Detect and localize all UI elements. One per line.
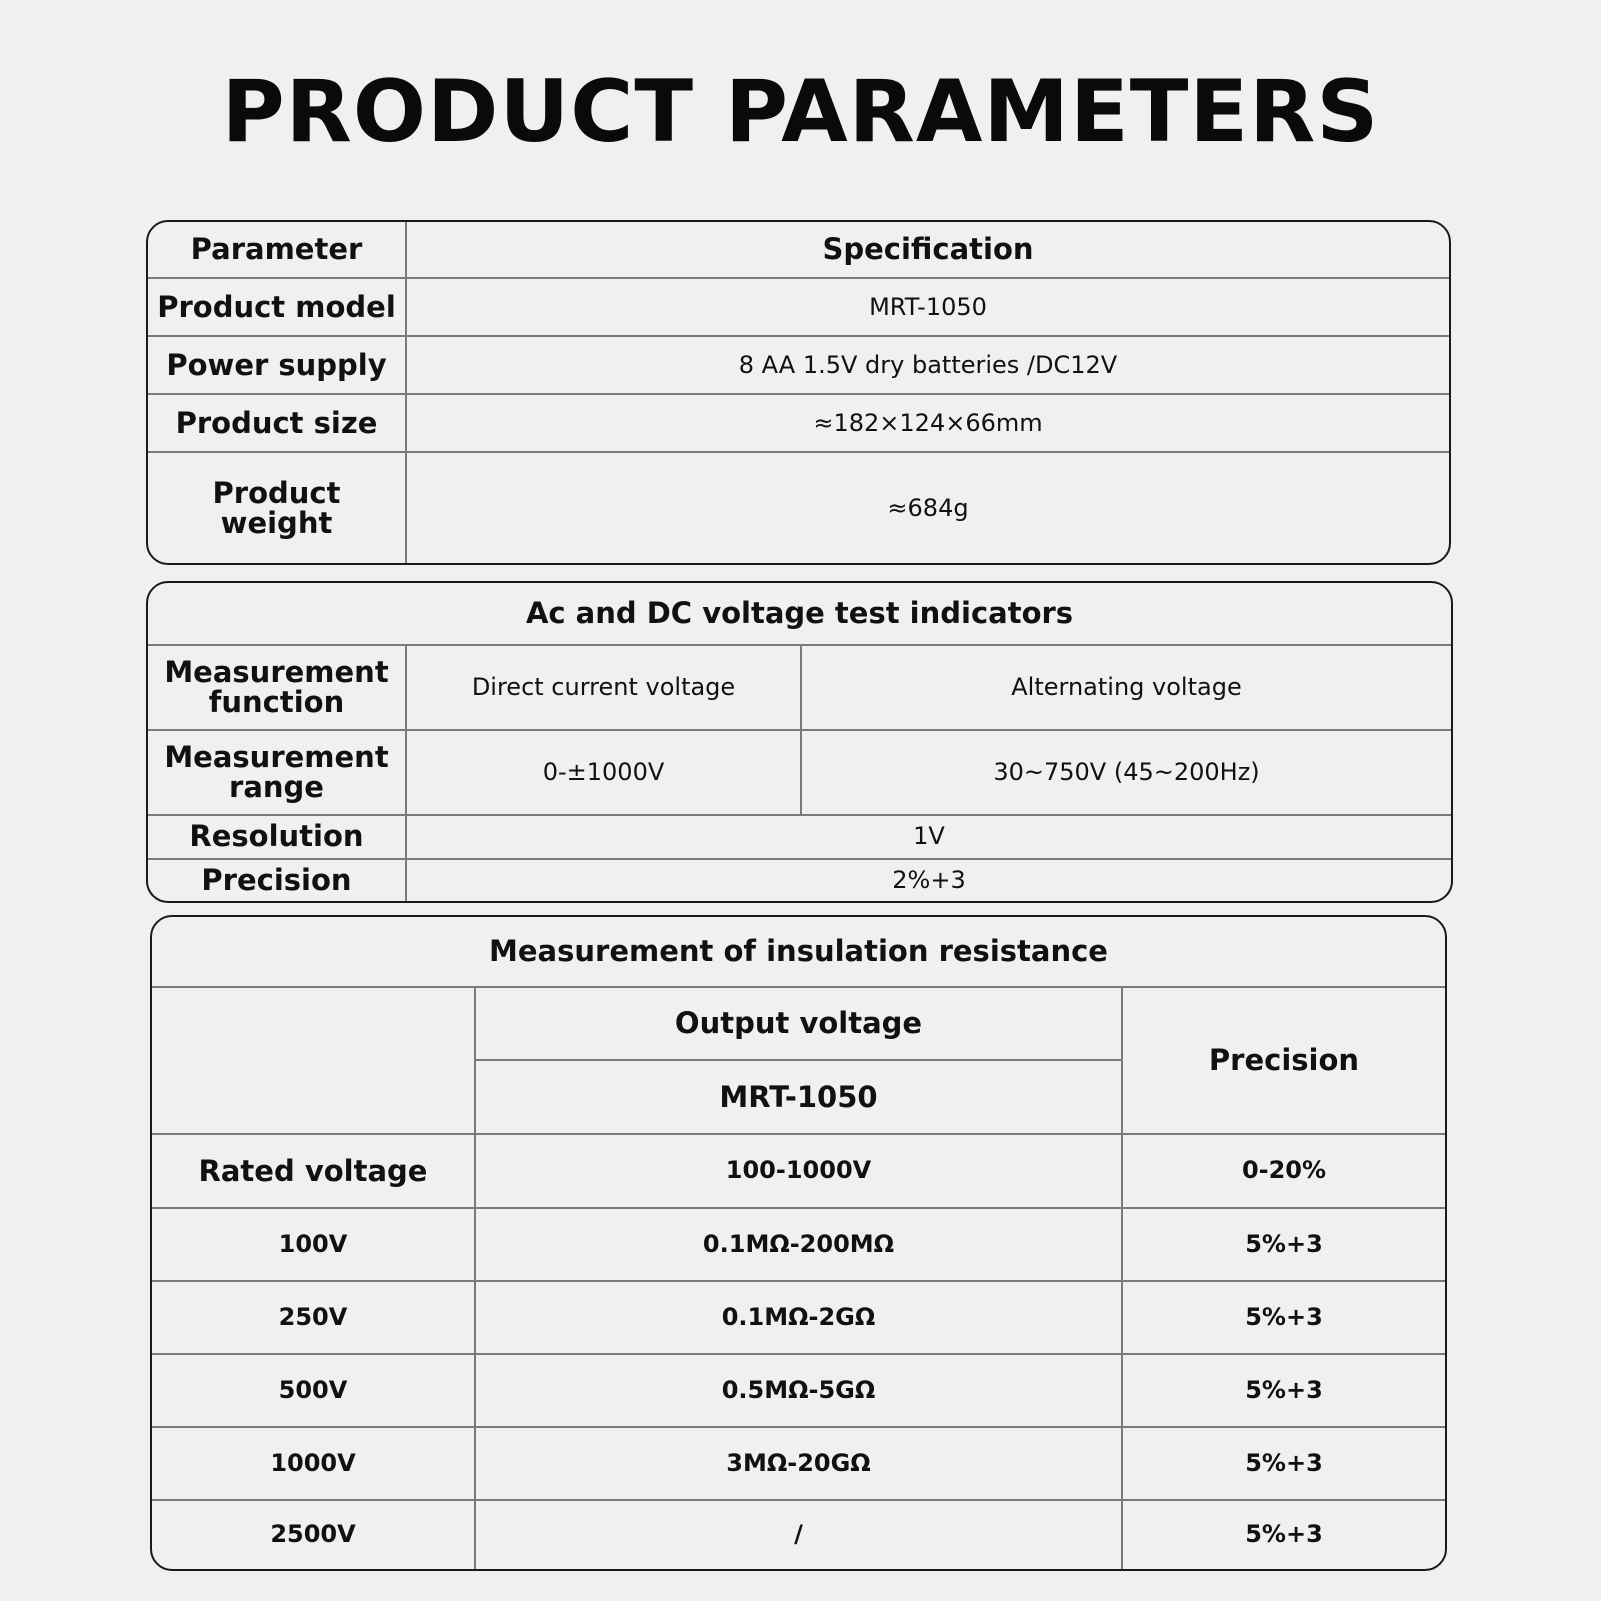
range-cell: 3MΩ-20GΩ <box>475 1427 1122 1500</box>
voltage-section-title: Ac and DC voltage test indicators <box>148 583 1451 645</box>
dc-function-value: Direct current voltage <box>406 645 801 730</box>
output-voltage-header: Output voltage <box>475 987 1122 1060</box>
voltage-indicators-table <box>146 581 1453 903</box>
table-row <box>152 1208 1445 1281</box>
voltage-cell: 2500V <box>152 1500 475 1569</box>
ac-range-value: 30~750V (45~200Hz) <box>801 730 1451 815</box>
table-row <box>152 1134 1445 1208</box>
table-header-row <box>148 583 1451 645</box>
table-row <box>148 278 1449 336</box>
table-row <box>148 815 1451 859</box>
table-header-row <box>152 987 1445 1060</box>
product-weight-value: ≈684g <box>406 452 1449 563</box>
model-header: MRT-1050 <box>475 1060 1122 1134</box>
table-row <box>148 394 1449 452</box>
measurement-function-label: Measurement function <box>148 645 406 730</box>
precision-cell: 5%+3 <box>1122 1281 1445 1354</box>
table-row <box>152 1427 1445 1500</box>
product-size-value: ≈182×124×66mm <box>406 394 1449 452</box>
precision-cell: 5%+3 <box>1122 1208 1445 1281</box>
range-cell: 0.1MΩ-200MΩ <box>475 1208 1122 1281</box>
voltage-cell: 100V <box>152 1208 475 1281</box>
insulation-section-title: Measurement of insulation resistance <box>152 917 1445 987</box>
table-row <box>148 336 1449 394</box>
parameter-header: Parameter <box>148 222 406 278</box>
ac-function-value: Alternating voltage <box>801 645 1451 730</box>
table-row <box>152 1281 1445 1354</box>
table-row <box>148 452 1449 563</box>
dc-range-value: 0-±1000V <box>406 730 801 815</box>
precision-header: Precision <box>1122 987 1445 1134</box>
precision-cell: 5%+3 <box>1122 1427 1445 1500</box>
table-row <box>152 1354 1445 1427</box>
rated-voltage-precision: 0-20% <box>1122 1134 1445 1208</box>
voltage-cell: 500V <box>152 1354 475 1427</box>
table-row <box>148 645 1451 730</box>
product-weight-label: Product weight <box>148 452 406 563</box>
precision-cell: 5%+3 <box>1122 1500 1445 1569</box>
rated-voltage-label: Rated voltage <box>152 1134 475 1208</box>
general-parameters-table <box>146 220 1451 565</box>
table-header-row <box>148 222 1449 278</box>
product-size-label: Product size <box>148 394 406 452</box>
precision-cell: 5%+3 <box>1122 1354 1445 1427</box>
empty-corner-cell <box>152 987 475 1134</box>
resolution-value: 1V <box>406 815 1451 859</box>
table-header-row <box>152 917 1445 987</box>
insulation-resistance-table <box>150 915 1447 1571</box>
voltage-cell: 250V <box>152 1281 475 1354</box>
range-cell: / <box>475 1500 1122 1569</box>
page-title: PRODUCT PARAMETERS <box>221 62 1380 162</box>
measurement-range-label: Measurement range <box>148 730 406 815</box>
range-cell: 0.1MΩ-2GΩ <box>475 1281 1122 1354</box>
precision-label: Precision <box>148 859 406 901</box>
rated-voltage-range: 100-1000V <box>475 1134 1122 1208</box>
table-row <box>148 859 1451 901</box>
product-model-label: Product model <box>148 278 406 336</box>
product-model-value: MRT-1050 <box>406 278 1449 336</box>
voltage-cell: 1000V <box>152 1427 475 1500</box>
precision-value: 2%+3 <box>406 859 1451 901</box>
table-row <box>148 730 1451 815</box>
resolution-label: Resolution <box>148 815 406 859</box>
power-supply-value: 8 AA 1.5V dry batteries /DC12V <box>406 336 1449 394</box>
specification-header: Specification <box>406 222 1449 278</box>
power-supply-label: Power supply <box>148 336 406 394</box>
range-cell: 0.5MΩ-5GΩ <box>475 1354 1122 1427</box>
table-row <box>152 1500 1445 1569</box>
